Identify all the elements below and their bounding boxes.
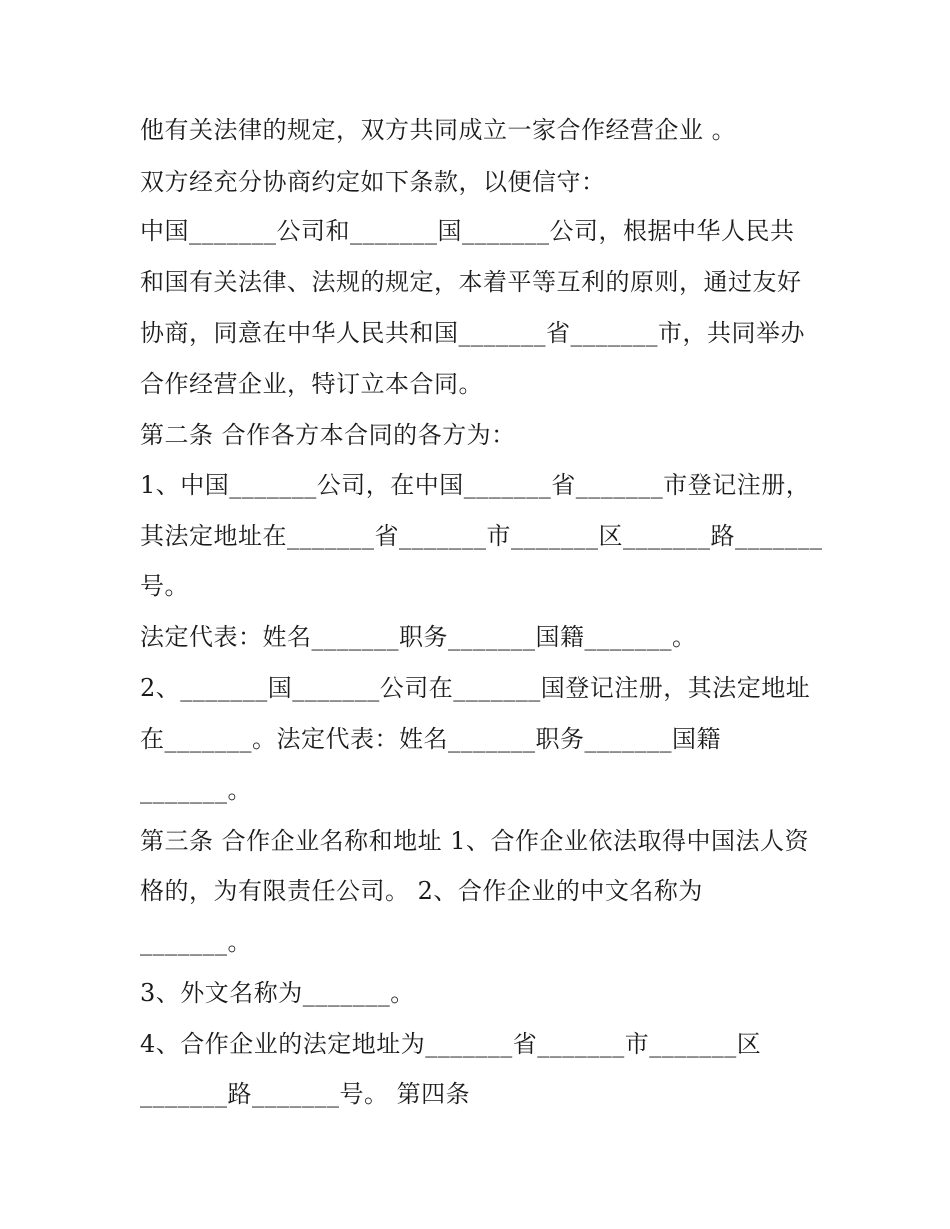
article-heading: 第二条 合作各方本合同的各方为：	[140, 421, 516, 449]
text-line: 格的，为有限责任公司。 2、合作企业的中文名称为	[140, 877, 703, 905]
text-line: 在_______。法定代表：姓名_______职务_______国籍	[140, 725, 721, 753]
text-line: 4、合作企业的法定地址为_______省_______市_______区	[140, 1030, 762, 1058]
article-heading: 第三条 合作企业名称和地址 1、合作企业依法取得中国法人资	[140, 827, 810, 855]
text-line: 中国_______公司和_______国_______公司，根据中华人民共	[140, 217, 795, 245]
text-line: 2、_______国_______公司在_______国登记注册，其法定地址	[140, 674, 811, 702]
text-line: _______。	[140, 928, 252, 956]
text-line: 和国有关法律、法规的规定，本着平等互利的原则，通过友好	[140, 268, 802, 296]
text-line: 法定代表：姓名_______职务_______国籍_______。	[140, 623, 697, 651]
text-line: _______。	[140, 776, 252, 804]
text-line: 合作经营企业，特订立本合同。	[140, 370, 483, 398]
text-line: _______路_______号。 第四条	[140, 1080, 471, 1108]
text-line: 3、外文名称为_______。	[140, 979, 415, 1007]
text-line: 1、中国_______公司，在中国_______省_______市登记注册，	[140, 471, 811, 499]
text-line: 协商，同意在中华人民共和国_______省_______市，共同举办	[140, 319, 805, 347]
text-line: 其法定地址在_______省_______市_______区_______路_______	[140, 522, 823, 550]
text-line: 他有关法律的规定，双方共同成立一家合作经营企业 。	[140, 116, 737, 144]
text-line: 号。	[140, 572, 189, 600]
text-line: 双方经充分协商约定如下条款，以便信守：	[140, 168, 606, 196]
